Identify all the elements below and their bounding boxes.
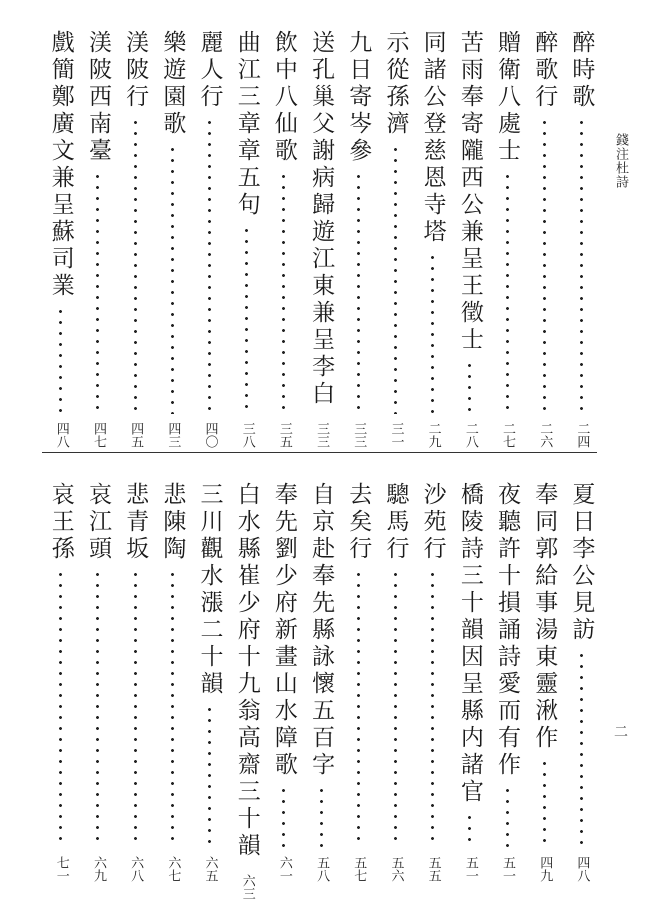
entry-page-number: 三三 xyxy=(351,422,367,448)
dot-leader xyxy=(171,144,174,414)
toc-entry xyxy=(265,30,302,448)
entry-page-number: 五八 xyxy=(314,856,330,882)
toc-entry xyxy=(488,30,525,448)
entry-page-number: 二九 xyxy=(425,422,441,448)
entry-title: 贈衛八處士 xyxy=(494,30,521,165)
dot-leader xyxy=(59,569,62,848)
entry-title: 悲陳陶 xyxy=(159,482,186,563)
toc-entry xyxy=(303,30,340,448)
dot-leader xyxy=(282,785,285,848)
entry-page-number: 五一 xyxy=(462,856,478,882)
entry-title: 去矣行 xyxy=(345,482,372,563)
dot-leader xyxy=(59,306,62,414)
entry-page-number: 六一 xyxy=(276,856,292,882)
entry-page-number: 四三 xyxy=(165,422,181,448)
running-title: 錢注杜詩 xyxy=(613,133,628,189)
entry-page-number: 四〇 xyxy=(202,422,218,448)
entry-page-number: 二六 xyxy=(537,422,553,448)
toc-entry xyxy=(377,482,414,882)
page-number: 二 xyxy=(612,724,628,738)
entry-page-number: 二四 xyxy=(574,422,590,448)
toc-entry xyxy=(340,30,377,448)
dot-leader xyxy=(320,785,323,848)
entry-title: 同諸公登慈恩寺塔 xyxy=(419,30,446,246)
entry-page-number: 三一 xyxy=(388,422,404,448)
entry-page-number: 六五 xyxy=(202,856,218,882)
toc-entry xyxy=(563,482,600,882)
dot-leader xyxy=(580,650,583,848)
entry-title: 樂遊園歌 xyxy=(159,30,186,138)
entry-page-number: 四八 xyxy=(53,422,69,448)
entry-page-number: 六七 xyxy=(165,856,181,882)
toc-entry xyxy=(228,30,265,448)
toc-entry xyxy=(526,482,563,882)
entry-page-number: 六九 xyxy=(90,856,106,882)
dot-leader xyxy=(506,171,509,414)
toc-entry xyxy=(117,482,154,882)
entry-title: 醉歌行 xyxy=(531,30,558,111)
dot-leader xyxy=(394,569,397,848)
dot-leader xyxy=(134,117,137,414)
dot-leader xyxy=(208,117,211,414)
dot-leader xyxy=(394,144,397,414)
toc-entry xyxy=(154,30,191,448)
entry-page-number: 五六 xyxy=(388,856,404,882)
entry-title: 戲簡鄭廣文兼呈蘇司業 xyxy=(47,30,74,300)
entry-title: 奉先劉少府新畫山水障歌 xyxy=(270,482,297,779)
entry-page-number: 四八 xyxy=(574,856,590,882)
toc-entry xyxy=(488,482,525,882)
toc-entry xyxy=(414,30,451,448)
entry-title: 送孔巢父謝病歸遊江東兼呈李白 xyxy=(308,30,335,408)
toc-entry xyxy=(340,482,377,882)
toc-block-bottom xyxy=(42,482,600,900)
entry-title: 夜聽許十損誦詩愛而有作 xyxy=(494,482,521,779)
entry-page-number: 二八 xyxy=(462,422,478,448)
entry-page-number: 四五 xyxy=(128,422,144,448)
toc-entry xyxy=(191,482,228,882)
dot-leader xyxy=(357,171,360,414)
entry-title: 三川觀水漲二十韻 xyxy=(196,482,223,698)
toc-entry xyxy=(42,30,79,448)
entry-page-number: 二七 xyxy=(500,422,516,448)
dot-leader xyxy=(543,758,546,848)
toc-entry xyxy=(265,482,302,882)
dot-leader xyxy=(282,171,285,414)
dot-leader xyxy=(96,569,99,848)
entry-page-number: 五一 xyxy=(500,856,516,882)
toc-entry xyxy=(42,482,79,882)
entry-page-number: 三五 xyxy=(276,422,292,448)
dot-leader xyxy=(357,569,360,848)
entry-title: 苦雨奉寄隴西公兼呈王徵士 xyxy=(456,30,483,354)
dot-leader xyxy=(431,569,434,848)
dot-leader xyxy=(431,252,434,414)
entry-title: 渼陂西南臺 xyxy=(84,30,111,165)
entry-title: 飲中八仙歌 xyxy=(270,30,297,165)
entry-title: 醉時歌 xyxy=(568,30,595,111)
entry-title: 示從孫濟 xyxy=(382,30,409,138)
dot-leader xyxy=(580,117,583,414)
dot-leader xyxy=(468,360,471,414)
entry-title: 夏日李公見訪 xyxy=(568,482,595,644)
section-divider xyxy=(42,452,597,453)
entry-page-number: 三八 xyxy=(239,422,255,448)
toc-entry xyxy=(117,30,154,448)
entry-page-number: 七一 xyxy=(53,856,69,882)
toc-entry xyxy=(303,482,340,882)
entry-page-number: 三三 xyxy=(314,422,330,448)
toc-entry xyxy=(154,482,191,882)
toc-entry xyxy=(377,30,414,448)
toc-entry xyxy=(563,30,600,448)
toc-entry xyxy=(79,482,116,882)
dot-leader xyxy=(245,225,248,414)
entry-title: 奉同郭給事湯東靈湫作 xyxy=(531,482,558,752)
entry-page-number: 四九 xyxy=(537,856,553,882)
dot-leader xyxy=(134,569,137,848)
toc-entry xyxy=(414,482,451,882)
entry-page-number: 六八 xyxy=(128,856,144,882)
entry-title: 曲江三章章五句 xyxy=(233,30,260,219)
dot-leader xyxy=(171,569,174,848)
entry-title: 橋陵詩三十韻因呈縣内諸官 xyxy=(456,482,483,806)
entry-title: 九日寄岑參 xyxy=(345,30,372,165)
toc-entry xyxy=(526,30,563,448)
entry-title: 自京赴奉先縣詠懷五百字 xyxy=(308,482,335,779)
toc-entry xyxy=(451,30,488,448)
entry-title: 白水縣崔少府十九翁高齋三十韻 xyxy=(233,482,260,860)
entry-page-number: 四七 xyxy=(90,422,106,448)
toc-block-top xyxy=(42,30,600,448)
entry-title: 哀王孫 xyxy=(47,482,74,563)
dot-leader xyxy=(96,171,99,414)
entry-title: 沙苑行 xyxy=(419,482,446,563)
toc-entry xyxy=(451,482,488,882)
entry-page-number: 五七 xyxy=(351,856,367,882)
entry-title: 渼陂行 xyxy=(122,30,149,111)
dot-leader xyxy=(468,812,471,848)
entry-page-number: 五五 xyxy=(425,856,441,882)
toc-entry xyxy=(79,30,116,448)
entry-title: 悲青坂 xyxy=(122,482,149,563)
entry-title: 驄馬行 xyxy=(382,482,409,563)
dot-leader xyxy=(506,785,509,848)
entry-title: 麗人行 xyxy=(196,30,223,111)
toc-entry xyxy=(191,30,228,448)
entry-title: 哀江頭 xyxy=(84,482,111,563)
dot-leader xyxy=(543,117,546,414)
dot-leader xyxy=(208,704,211,848)
entry-page-number: 六三 xyxy=(239,874,255,900)
toc-entry xyxy=(228,482,265,900)
